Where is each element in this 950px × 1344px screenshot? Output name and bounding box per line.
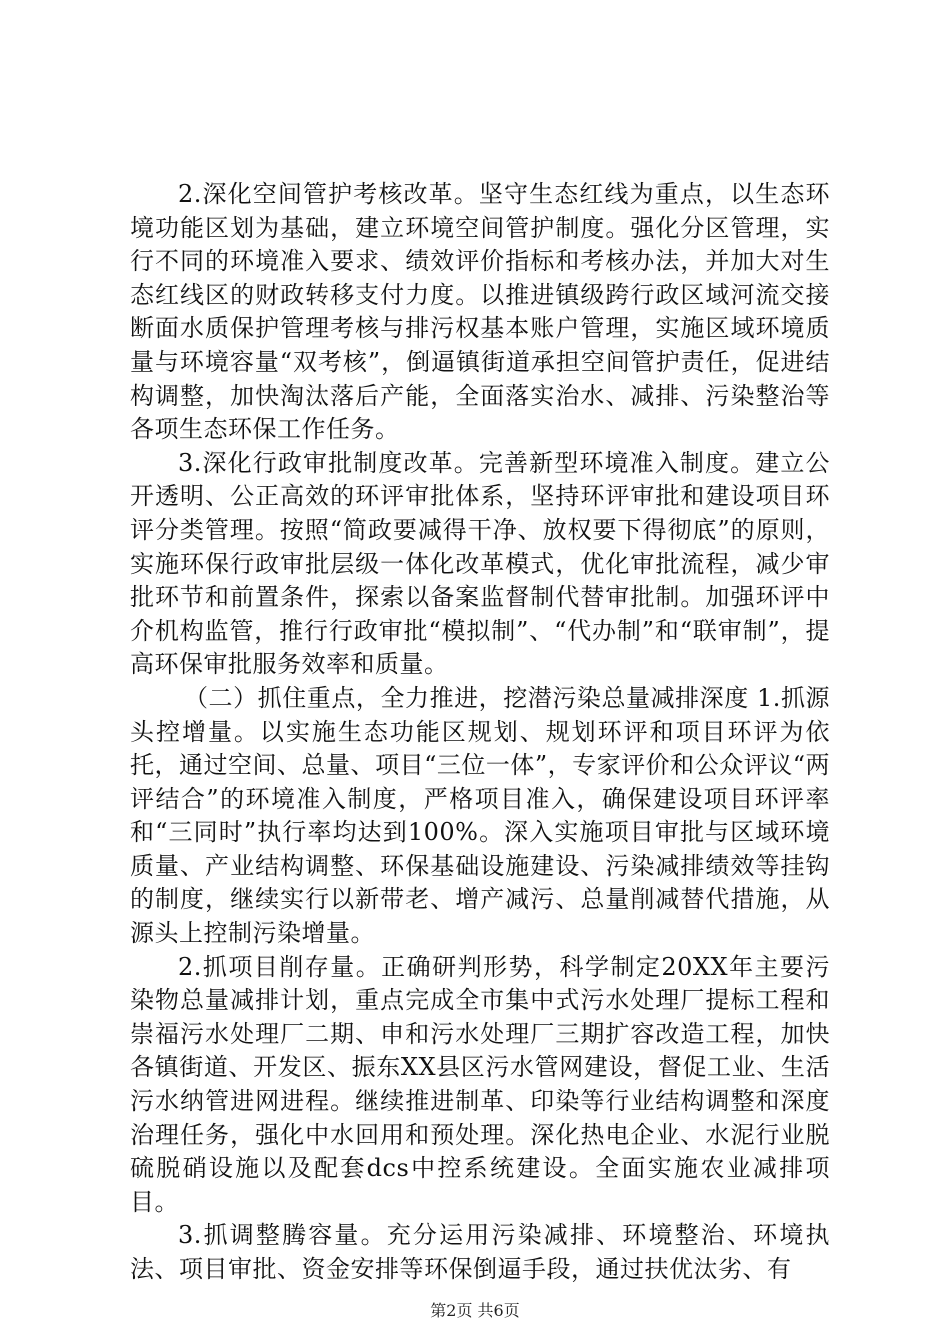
paragraph-spatial-reform: 2.深化空间管护考核改革。坚守生态红线为重点，以生态环境功能区划为基础，建立环境空间管护制度。强化分区管理，实行不同的环境准入要求、绩效评价指标和考核办法，并加大对生态红线区的财政转移支付力度。以推进镇级跨行政区域河流交接断面水质保护管理考核与排污权基本账户管理，实施区域环境质量与环境容量“双考核”，倒逼镇街道承担空间管护责任，促进结构调整，加快淘汰落后产能，全面落实治水、减排、污染整治等各项生态环保工作任务。 xyxy=(130,180,830,444)
paragraph-reduce-stock: 2.抓项目削存量。正确研判形势，科学制定20XX年主要污染物总量减排计划，重点完成全市集中式污水处理厂提标工程和崇福污水处理厂二期、申和污水处理厂三期扩容改造工程，加快各镇街道、开发区、振东XX县区污水管网建设，督促工业、生活污水纳管进网进程。继续推进制革、印染等行业结构调整和深度治理任务，强化中水回用和预处理。深化热电企业、水泥行业脱硫脱硝设施以及配套dcs中控系统建设。全面实施农业减排项目。 xyxy=(130,952,830,1216)
paragraph-adjust-capacity: 3.抓调整腾容量。充分运用污染减排、环境整治、环境执法、项目审批、资金安排等环保倒逼手段，通过扶优汰劣、有 xyxy=(130,1221,830,1283)
page-footer: 第2页 共6页 xyxy=(430,1301,520,1320)
paragraph-approval-reform: 3.深化行政审批制度改革。完善新型环境准入制度。建立公开透明、公正高效的环评审批体系，坚持环评审批和建设项目环评分类管理。按照“简政要减得干净、放权要下得彻底”的原则，实施环保行政审批层级一体化改革模式，优化审批流程，减少审批环节和前置条件，探索以备案监督制代替审批制。加强环评中介机构监管，推行行政审批“模拟制”、“代办制”和“联审制”，提高环保审批服务效率和质量。 xyxy=(130,448,830,679)
document-body xyxy=(130,178,830,1287)
paragraph-section-two: （二）抓住重点，全力推进，挖潜污染总量减排深度 1.抓源头控增量。以实施生态功能区规划、规划环评和项目环评为依托，通过空间、总量、项目“三位一体”，专家评价和公众评议“两评结合”的环境准入制度，严格项目准入，确保建设项目环评率和“三同时”执行率均达到100%。深入实施项目审批与区域环境质量、产业结构调整、环保基础设施建设、污染减排绩效等挂钩的制度，继续实行以新带老、增产减污、总量削减替代措施，从源头上控制污染增量。 xyxy=(130,683,830,948)
